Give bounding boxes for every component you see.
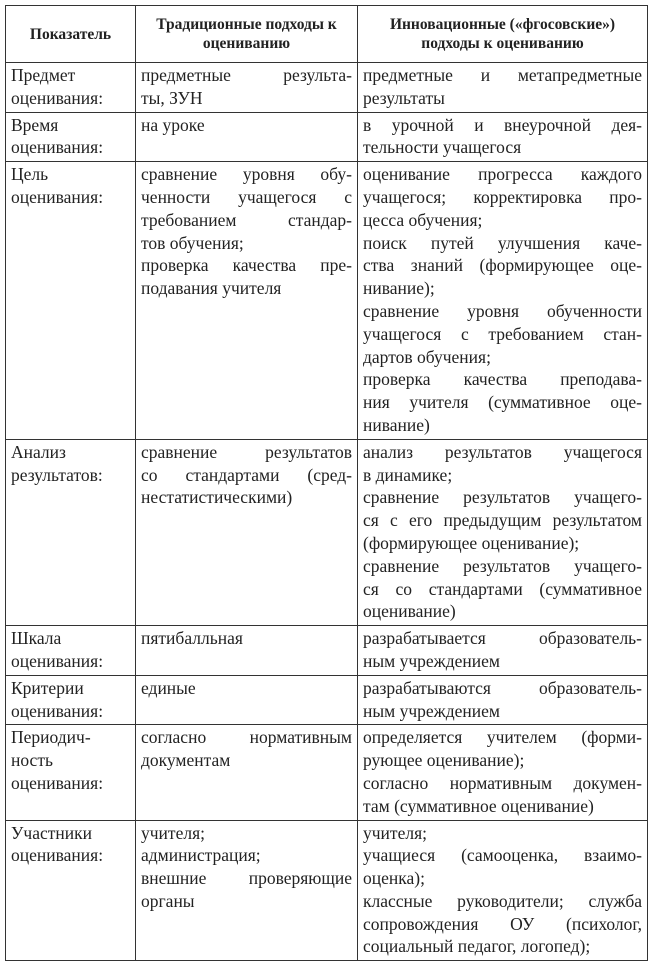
cell-line: сравнение результатов bbox=[141, 441, 352, 462]
cell-line: классные руководители; служба bbox=[363, 890, 642, 911]
cell-line: проверка качества преподава- bbox=[363, 369, 642, 390]
cell-line: разрабатываются образователь- bbox=[363, 677, 642, 698]
cell-line: оценивание) bbox=[363, 601, 456, 622]
indicator-line: оценивания: bbox=[11, 845, 104, 866]
traditional-cell bbox=[136, 162, 358, 440]
indicator-line: Время bbox=[11, 114, 59, 135]
traditional-cell bbox=[136, 439, 358, 625]
cell-line: тов обучения; bbox=[141, 232, 244, 253]
cell-line: нивание) bbox=[363, 414, 430, 435]
indicator-line: ность bbox=[11, 750, 53, 771]
cell-line: нестатистическими) bbox=[141, 487, 293, 508]
table-row bbox=[6, 63, 648, 113]
cell-line: результаты bbox=[363, 87, 445, 108]
innovative-cell bbox=[358, 162, 648, 440]
cell-line: пятибалльная bbox=[141, 628, 243, 649]
indicator-cell bbox=[6, 725, 136, 820]
indicator-line: Шкала bbox=[11, 628, 62, 649]
indicator-line: оценивания: bbox=[11, 772, 104, 793]
cell-line: предметные результа- bbox=[141, 65, 352, 85]
indicator-line: оценивания: bbox=[11, 700, 104, 721]
header-traditional: Традиционные подходы к оцениванию bbox=[136, 6, 358, 63]
innovative-cell bbox=[358, 439, 648, 625]
traditional-cell bbox=[136, 626, 358, 676]
cell-line: анализ результатов учащегося bbox=[363, 441, 642, 462]
cell-line: ным учреждением bbox=[363, 650, 500, 671]
cell-line: социальный педагог, логопед); bbox=[363, 936, 591, 957]
cell-line: внешние проверяющие bbox=[141, 868, 352, 889]
cell-line: учащегося; корректировка про- bbox=[363, 186, 642, 207]
indicator-cell bbox=[6, 820, 136, 961]
indicator-cell bbox=[6, 162, 136, 440]
cell-line: учащиеся (самооценка, взаимо- bbox=[363, 845, 642, 866]
cell-line: цесса обучения; bbox=[363, 209, 483, 230]
cell-line: сравнение результатов учащего- bbox=[363, 487, 642, 508]
indicator-line: оценивания: bbox=[11, 186, 104, 207]
cell-line: со стандартами (сред- bbox=[141, 464, 352, 485]
cell-line: рующее оценивание); bbox=[363, 750, 525, 771]
innovative-cell bbox=[358, 675, 648, 725]
cell-line: ным учреждением bbox=[363, 700, 500, 721]
cell-line: оценивание прогресса каждого bbox=[363, 164, 642, 185]
indicator-line: Периодич- bbox=[11, 727, 91, 748]
indicator-cell bbox=[6, 675, 136, 725]
header-innovative: Инновационные («фгосовские») подходы к оцениванию bbox=[358, 6, 648, 63]
innovative-cell bbox=[358, 626, 648, 676]
indicator-line: Цель bbox=[11, 164, 49, 185]
innovative-cell bbox=[358, 820, 648, 961]
cell-line: сравнение уровня обученности bbox=[363, 300, 642, 321]
cell-line: сопровождения ОУ (психолог, bbox=[363, 913, 642, 934]
cell-line: в урочной и внеурочной дея- bbox=[363, 114, 642, 135]
cell-line: документам bbox=[141, 750, 231, 771]
cell-line: в динамике; bbox=[363, 464, 453, 485]
header-row bbox=[6, 6, 648, 63]
innovative-cell bbox=[358, 725, 648, 820]
table-body bbox=[6, 63, 648, 961]
cell-line: требованием стандар- bbox=[141, 209, 352, 230]
table-row bbox=[6, 112, 648, 162]
traditional-cell bbox=[136, 63, 358, 113]
cell-line: дартов обучения; bbox=[363, 346, 491, 367]
indicator-line: Предмет bbox=[11, 65, 76, 85]
table-row bbox=[6, 626, 648, 676]
indicator-line: Анализ bbox=[11, 441, 66, 462]
cell-line: согласно нормативным bbox=[141, 727, 352, 748]
indicator-line: оценивания: bbox=[11, 650, 104, 671]
indicator-line: Критерии bbox=[11, 677, 84, 698]
cell-line: разрабатывается образователь- bbox=[363, 628, 642, 649]
cell-line: администрация; bbox=[141, 845, 261, 866]
cell-line: ния учителя (суммативное оце- bbox=[363, 392, 642, 413]
cell-line: ты, ЗУН bbox=[141, 87, 203, 108]
indicator-cell bbox=[6, 439, 136, 625]
cell-line: ся со стандартами (суммативное bbox=[363, 578, 642, 599]
header-indicator: Показатель bbox=[6, 6, 136, 63]
cell-line: органы bbox=[141, 890, 195, 911]
cell-line: предметные и метапредметные bbox=[363, 65, 642, 85]
cell-line: учителя; bbox=[141, 822, 205, 843]
cell-line: ченности учащегося с bbox=[141, 186, 352, 207]
cell-line: учителя; bbox=[363, 822, 427, 843]
cell-line: сравнение результатов учащего- bbox=[363, 555, 642, 576]
indicator-line: результатов: bbox=[11, 464, 103, 485]
cell-line: (формирующее оценивание); bbox=[363, 532, 580, 553]
cell-line: там (суммативное оценивание) bbox=[363, 795, 594, 816]
assessment-comparison-table bbox=[5, 5, 648, 961]
cell-line: тельности учащегося bbox=[363, 137, 522, 158]
indicator-cell bbox=[6, 63, 136, 113]
table-row bbox=[6, 162, 648, 440]
traditional-cell bbox=[136, 820, 358, 961]
innovative-cell bbox=[358, 63, 648, 113]
indicator-line: оценивания: bbox=[11, 137, 104, 158]
indicator-cell bbox=[6, 112, 136, 162]
cell-line: нивание); bbox=[363, 278, 435, 299]
traditional-cell bbox=[136, 725, 358, 820]
table-row bbox=[6, 820, 648, 961]
cell-line: оценка); bbox=[363, 868, 425, 889]
traditional-cell bbox=[136, 112, 358, 162]
cell-line: согласно нормативным докумен- bbox=[363, 772, 642, 793]
cell-line: определяется учителем (форми- bbox=[363, 727, 642, 748]
table-row bbox=[6, 675, 648, 725]
cell-line: сравнение уровня обу- bbox=[141, 164, 352, 185]
cell-line: поиск путей улучшения каче- bbox=[363, 232, 642, 253]
cell-line: ся с его предыдущим результатом bbox=[363, 510, 642, 531]
innovative-cell bbox=[358, 112, 648, 162]
traditional-cell bbox=[136, 675, 358, 725]
cell-line: единые bbox=[141, 677, 196, 698]
table-row bbox=[6, 439, 648, 625]
cell-line: учащегося с требованием стан- bbox=[363, 323, 642, 344]
indicator-cell bbox=[6, 626, 136, 676]
indicator-line: Участники bbox=[11, 822, 92, 843]
cell-line: проверка качества пре- bbox=[141, 255, 352, 276]
cell-line: на уроке bbox=[141, 114, 205, 135]
table-row bbox=[6, 725, 648, 820]
cell-line: ства знаний (формирующее оце- bbox=[363, 255, 642, 276]
indicator-line: оценивания: bbox=[11, 87, 104, 108]
cell-line: подавания учителя bbox=[141, 278, 282, 299]
